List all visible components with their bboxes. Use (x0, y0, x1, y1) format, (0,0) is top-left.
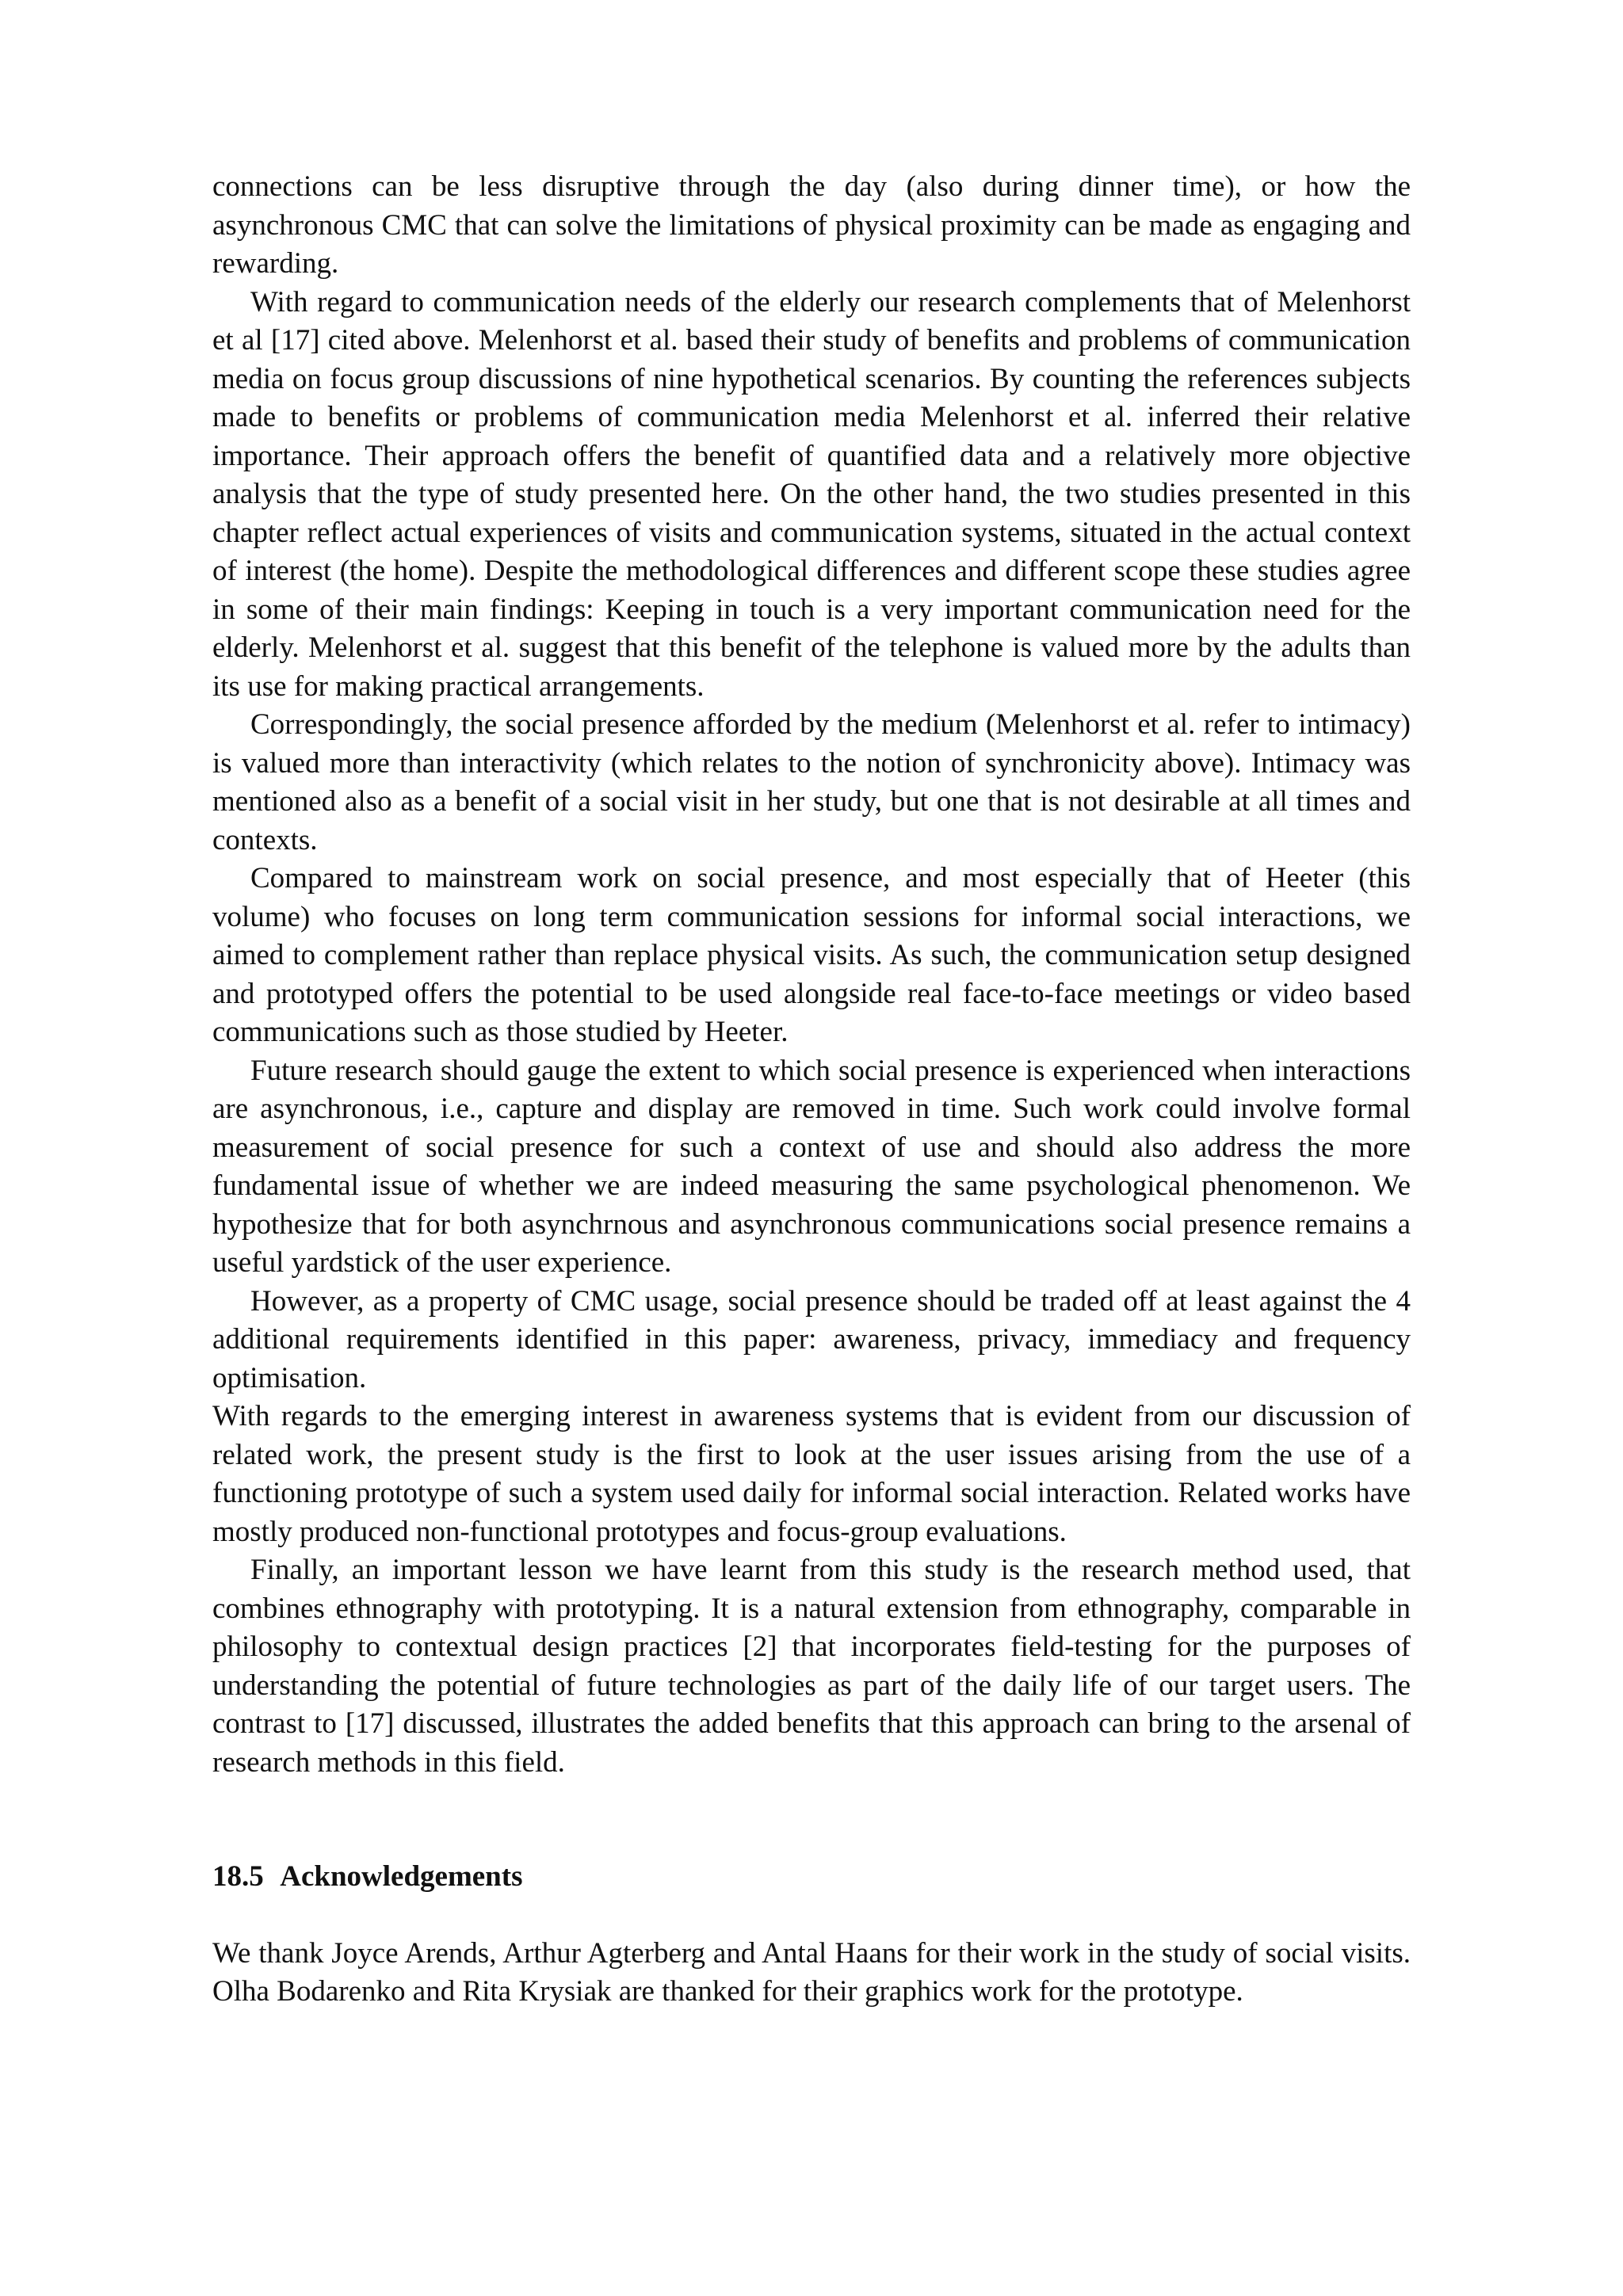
section-heading-acknowledgements (212, 1858, 1411, 1897)
acknowledgements-paragraph: We thank Joyce Arends, Arthur Agterberg and Antal Haans for their work in the study of social visits. Olha Bodarenko and Rita Krysiak are thanked for their graphics work for the prototype. (212, 1936, 1411, 2008)
document-page (212, 168, 1411, 2012)
body-paragraph-5: Future research should gauge the extent to which social presence is experienced when interactions are asynchronous, i.e., capture and display are removed in time. Such work could involve formal measurement of social presence for such a context of use and should also address the more fundamental issue of whether we are indeed measuring the same psychological phenomenon. We hypothesize that for both asynchrnous and asynchronous communications social presence remains a useful yardstick of the user experience. (212, 1054, 1411, 1279)
body-paragraph-2: With regard to communication needs of the elderly our research complements that of Melenhorst et al [17] cited above. Melenhorst et al. based their study of benefits and problems of communication media on focus group discussions of nine hypothetical scenarios. By counting the references subjects made to benefits or problems of communication media Melenhorst et al. inferred their relative importance. Their approach offers the benefit of quantified data and a relatively more objective analysis that the type of study presented here. On the other hand, the two studies presented in this chapter reflect actual experiences of visits and communication systems, situated in the actual context of interest (the home). Despite the methodological differences and different scope these studies agree in some of their main findings: Keeping in touch is a very important communication need for the elderly. Melenhorst et al. suggest that this benefit of the telephone is valued more by the adults than its use for making practical arrangements. (212, 285, 1411, 703)
body-paragraph-7: With regards to the emerging interest in awareness systems that is evident from our discussion of related work, the present study is the first to look at the user issues arising from the use of a functioning prototype of such a system used daily for informal social interaction. Related works have mostly produced non-functional prototypes and focus-group evaluations. (212, 1400, 1411, 1548)
section-number: 18.5 (212, 1860, 264, 1893)
section-title: Acknowledgements (280, 1860, 523, 1893)
body-paragraph-8: Finally, an important lesson we have learnt from this study is the research method used, that combines ethnography with prototyping. It is a natural extension from ethnography, comparable in philosophy to contextual design practices [2] that incorporates field-testing for the purposes of understanding the potential of future technologies as part of the daily life of our target users. The contrast to [17] discussed, illustrates the added benefits that this approach can bring to the arsenal of research methods in this field. (212, 1554, 1411, 1779)
body-paragraph-6: However, as a property of CMC usage, social presence should be traded off at least against the 4 additional requirements identified in this paper: awareness, privacy, immediacy and frequency optimisation. (212, 1284, 1411, 1394)
body-paragraph-3: Correspondingly, the social presence afforded by the medium (Melenhorst et al. refer to intimacy) is valued more than interactivity (which relates to the notion of synchronicity above). Intimacy was mentioned also as a benefit of a social visit in her study, but one that is not desirable at all times and contexts. (212, 708, 1411, 856)
body-paragraph-4: Compared to mainstream work on social presence, and most especially that of Heeter (this volume) who focuses on long term communication sessions for informal social interactions, we aimed to complement rather than replace physical visits. As such, the communication setup designed and prototyped offers the potential to be used alongside real face-to-face meetings or video based communications such as those studied by Heeter. (212, 862, 1411, 1048)
body-paragraph-1: connections can be less disruptive through the day (also during dinner time), or how the asynchronous CMC that can solve the limitations of physical proximity can be made as engaging and rewarding. (212, 170, 1411, 280)
